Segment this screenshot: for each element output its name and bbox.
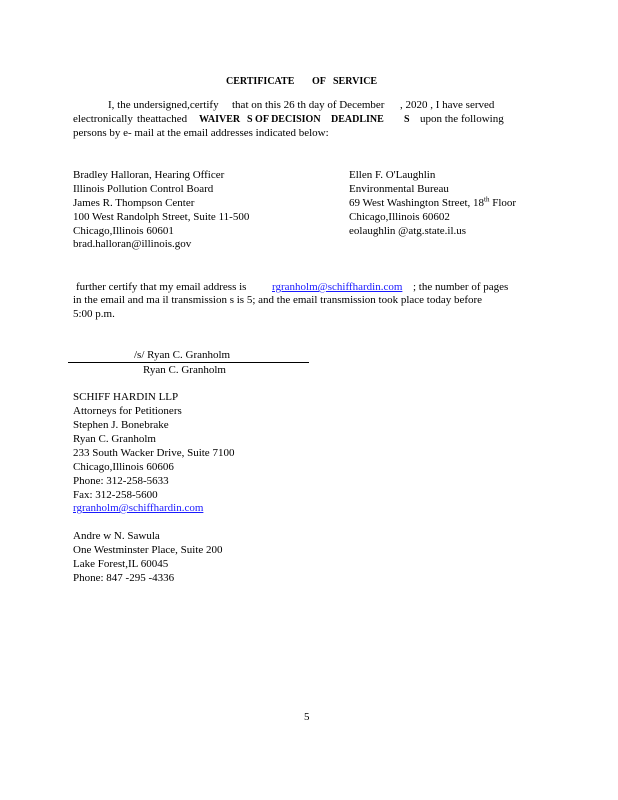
intro-line2-g: upon the following bbox=[420, 113, 504, 125]
recipient-left-name: Bradley Halloran, Hearing Officer bbox=[73, 169, 225, 181]
certificate-title-word-2: OF bbox=[312, 76, 326, 87]
cocounsel-name: Andre w N. Sawula bbox=[73, 530, 160, 542]
recipient-left-org: Illinois Pollution Control Board bbox=[73, 183, 214, 195]
intro-line1-a: I, the undersigned,certify bbox=[108, 99, 219, 111]
firm-street: 233 South Wacker Drive, Suite 7100 bbox=[73, 447, 235, 459]
firm-name: SCHIFF HARDIN LLP bbox=[73, 391, 179, 403]
recipient-left-street: 100 West Randolph Street, Suite 11-500 bbox=[73, 211, 250, 223]
firm-attorney-1: Stephen J. Bonebrake bbox=[73, 419, 169, 431]
intro-line1-b: that on this 26 th day of December bbox=[232, 99, 385, 111]
certificate-title-word-1: CERTIFICATE bbox=[226, 76, 295, 87]
certificate-title-word-3: SERVICE bbox=[333, 76, 378, 87]
certify-line1-b: ; the number of pages bbox=[413, 281, 509, 293]
recipient-right-street-floor: Floor bbox=[492, 197, 517, 209]
firm-attorney-2: Ryan C. Granholm bbox=[73, 433, 156, 445]
cocounsel-city: Lake Forest,IL 60045 bbox=[73, 558, 169, 570]
page-number: 5 bbox=[304, 711, 310, 723]
intro-line1-c: , 2020 , I have served bbox=[400, 99, 495, 111]
intro-line2-s: S bbox=[404, 114, 410, 125]
firm-email-link[interactable]: rgranholm@schiffhardin.com bbox=[73, 502, 204, 514]
certify-line1-a: further certify that my email address is bbox=[76, 281, 247, 293]
certify-line3: 5:00 p.m. bbox=[73, 308, 115, 320]
firm-role: Attorneys for Petitioners bbox=[73, 405, 182, 417]
intro-line2-deadline: DEADLINE bbox=[331, 114, 384, 125]
recipient-right-city: Chicago,Illinois 60602 bbox=[349, 211, 450, 223]
firm-fax: Fax: 312-258-5600 bbox=[73, 489, 158, 501]
intro-line3: persons by e- mail at the email addresses indicated below: bbox=[73, 127, 329, 139]
recipient-right-street-main: 69 West Washington Street, 18 bbox=[349, 197, 485, 209]
signature-line bbox=[68, 362, 309, 363]
intro-line2-a: electronically bbox=[73, 113, 133, 125]
intro-line2-b: theattached bbox=[137, 113, 188, 125]
certify-line2: in the email and ma il transmission s is 5; and the email transmission took place today before bbox=[73, 294, 483, 306]
recipient-right-name: Ellen F. O'Laughlin bbox=[349, 169, 436, 181]
signature-signed: /s/ Ryan C. Granholm bbox=[134, 349, 231, 361]
recipient-right-dept: Environmental Bureau bbox=[349, 183, 449, 195]
recipient-right-street-sup: th bbox=[484, 195, 490, 204]
cocounsel-street: One Westminster Place, Suite 200 bbox=[73, 544, 223, 556]
recipient-left-city: Chicago,Illinois 60601 bbox=[73, 225, 174, 237]
firm-phone: Phone: 312-258-5633 bbox=[73, 475, 169, 487]
intro-line2-waiver: WAIVER bbox=[199, 114, 241, 125]
firm-city: Chicago,Illinois 60606 bbox=[73, 461, 174, 473]
cocounsel-phone: Phone: 847 -295 -4336 bbox=[73, 572, 175, 584]
certify-email-link[interactable]: rgranholm@schiffhardin.com bbox=[272, 281, 403, 293]
recipient-left-building: James R. Thompson Center bbox=[73, 197, 195, 209]
signature-printed: Ryan C. Granholm bbox=[143, 364, 226, 376]
recipient-right-email: eolaughlin @atg.state.il.us bbox=[349, 225, 467, 237]
recipient-left-email: brad.halloran@illinois.gov bbox=[73, 238, 192, 250]
recipient-right-street bbox=[349, 197, 516, 210]
intro-line2-of-decision: S OF DECISION bbox=[247, 114, 321, 125]
